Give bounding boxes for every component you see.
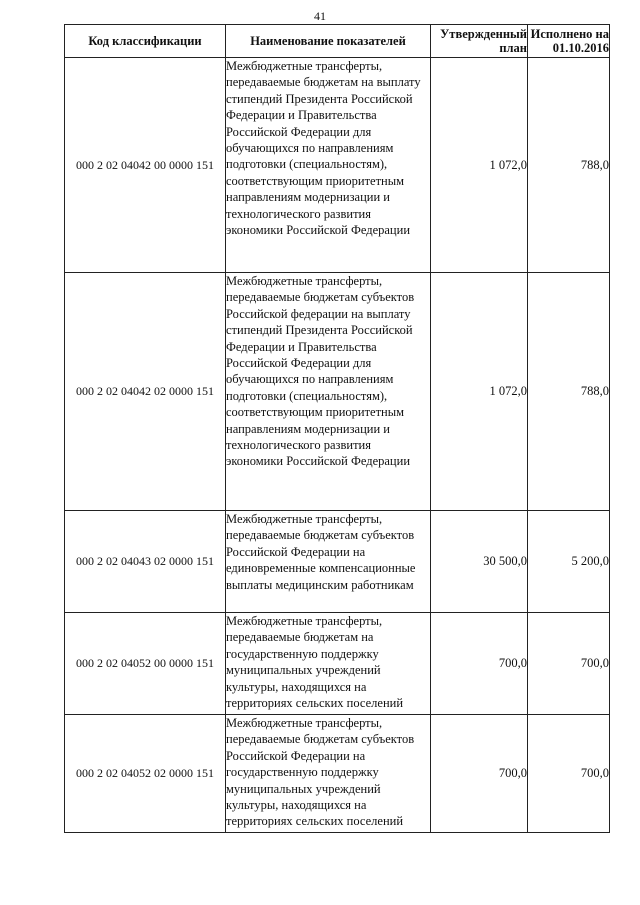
budget-table <box>64 24 610 833</box>
row-plan: 700,0 <box>431 613 528 715</box>
table-header-row <box>65 25 610 58</box>
row-code: 000 2 02 04042 00 0000 151 <box>65 58 226 273</box>
header-name: Наименование показателей <box>226 25 431 58</box>
row-code: 000 2 02 04052 02 0000 151 <box>65 715 226 833</box>
row-name: Межбюджетные трансферты, передаваемые бюджетам на государственную поддержку муниципальных учреждений культуры, находящихся на территориях сельских поселений <box>226 613 431 715</box>
header-done: Исполнено на 01.10.2016 <box>528 25 610 58</box>
table-row <box>65 511 610 613</box>
table-row <box>65 715 610 833</box>
row-plan: 1 072,0 <box>431 273 528 511</box>
row-code: 000 2 02 04042 02 0000 151 <box>65 273 226 511</box>
page-number: 41 <box>314 9 326 23</box>
row-code: 000 2 02 04052 00 0000 151 <box>65 613 226 715</box>
row-done: 788,0 <box>528 273 610 511</box>
row-name: Межбюджетные трансферты, передаваемые бюджетам на выплату стипендий Президента Российской Федерации и Правительства Российской Федерации для обучающихся по направлениям подготовки (специальностям), соответствующим приоритетным направлениям модернизации и технологического развития экономики Российской Федерации <box>226 58 431 273</box>
row-name: Межбюджетные трансферты, передаваемые бюджетам субъектов Российской Федерации на государственную поддержку муниципальных учреждений культуры, находящихся на территориях сельских поселений <box>226 715 431 833</box>
table-row <box>65 613 610 715</box>
table-row <box>65 58 610 273</box>
row-plan: 700,0 <box>431 715 528 833</box>
row-done: 5 200,0 <box>528 511 610 613</box>
row-name: Межбюджетные трансферты, передаваемые бюджетам субъектов Российской федерации на выплату стипендий Президента Российской Федерации и Правительства Российской Федерации для обучающихся по направлениям подготовки (специальностям), соответствующим приоритетным направлениям модернизации и технологического развития экономики Российской Федерации <box>226 273 431 511</box>
header-plan: Утвержденный план <box>431 25 528 58</box>
row-plan: 30 500,0 <box>431 511 528 613</box>
row-done: 700,0 <box>528 613 610 715</box>
row-done: 788,0 <box>528 58 610 273</box>
header-code: Код классификации <box>65 25 226 58</box>
row-plan: 1 072,0 <box>431 58 528 273</box>
row-code: 000 2 02 04043 02 0000 151 <box>65 511 226 613</box>
row-name: Межбюджетные трансферты, передаваемые бюджетам субъектов Российской Федерации на единовременные компенсационные выплаты медицинским работникам <box>226 511 431 613</box>
table-row <box>65 273 610 511</box>
row-done: 700,0 <box>528 715 610 833</box>
